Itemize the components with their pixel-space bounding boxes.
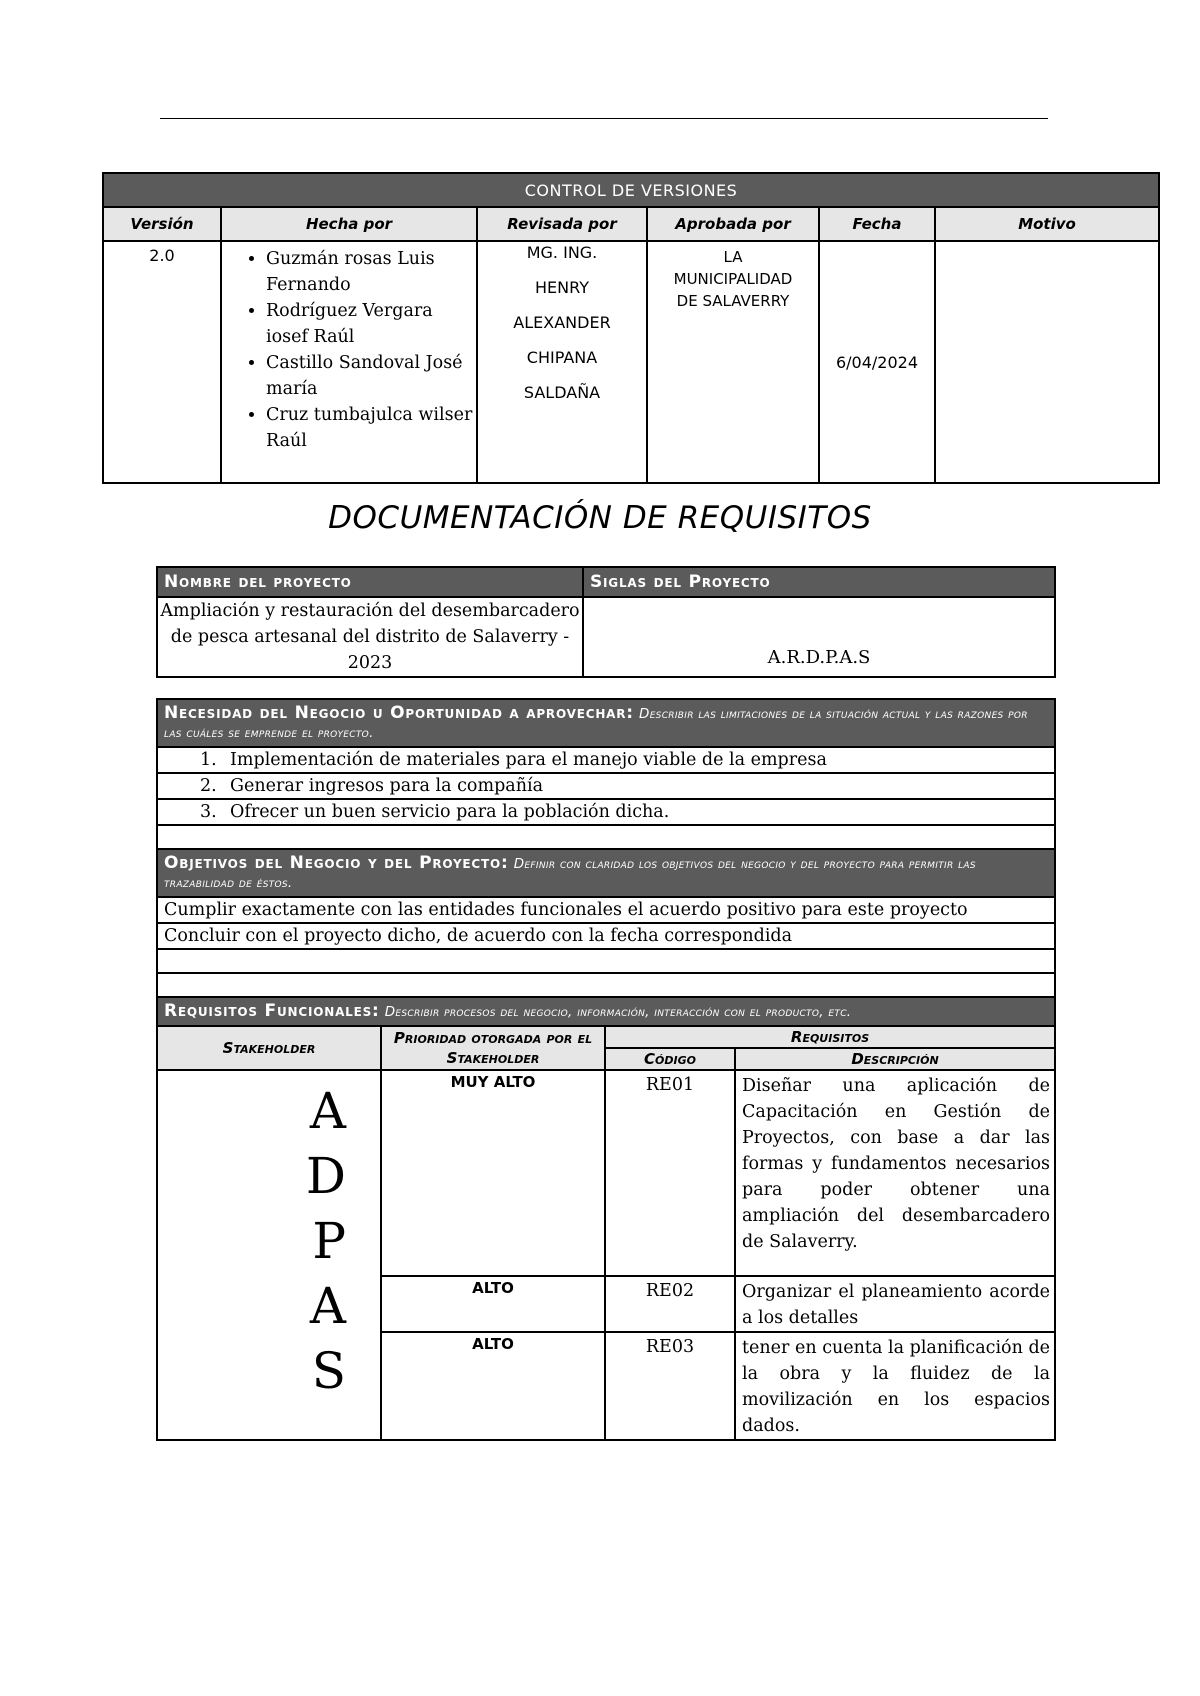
version-control-table [102, 172, 1160, 484]
project-acronym-header: Siglas del Proyecto [583, 567, 1055, 597]
functional-req-title: Requisitos Funcionales: [164, 1001, 380, 1021]
author-item: • Guzmán rosas Luis Fernando [266, 246, 476, 298]
need-item-text: Generar ingresos para la compañía [230, 776, 544, 796]
functional-req-header [157, 997, 1055, 1026]
requirement-code: RE03 [605, 1332, 735, 1440]
stakeholder-header: Stakeholder [157, 1026, 381, 1070]
functional-req-desc: Describir procesos del negocio, información, interacción con el producto, etc. [384, 1004, 852, 1020]
need-item-num: 3. [200, 802, 217, 822]
authors-cell [221, 241, 477, 483]
requirement-description: Diseñar una aplicación de Capacitación en Gestión de Proyectos, con base a dar las formas y fundamentos necesarios para poder obtener una ampliación del desembarcadero de Salaverry. [735, 1070, 1055, 1276]
header-aprobada-por: Aprobada por [647, 207, 819, 241]
reviewer-line: CHIPANA [526, 348, 598, 367]
stakeholder-letter: A [309, 1082, 346, 1140]
description-header: Descripción [735, 1048, 1055, 1070]
requirement-description: Organizar el planeamiento acorde a los detalles [735, 1276, 1055, 1332]
project-name-header: Nombre del proyecto [157, 567, 583, 597]
header-hecha-por: Hecha por [221, 207, 477, 241]
need-item-num: 2. [200, 776, 217, 796]
priority-value: ALTO [381, 1276, 605, 1332]
version-value: 2.0 [103, 241, 221, 483]
requirements-table [156, 698, 1056, 1441]
reviewer-cell [477, 241, 647, 483]
approver-cell [647, 241, 819, 483]
header-motivo: Motivo [935, 207, 1159, 241]
reviewer-line: MG. ING. [526, 243, 598, 262]
approver-line: LA [723, 248, 743, 266]
authors-list [222, 246, 476, 454]
date-value: 6/04/2024 [819, 241, 935, 483]
requirement-code: RE02 [605, 1276, 735, 1332]
stakeholder-letter: D [305, 1147, 346, 1205]
priority-header: Prioridad otorgada por el Stakeholder [381, 1026, 605, 1070]
project-name: Ampliación y restauración del desembarcadero de pesca artesanal del distrito de Salaverry - 2023 [157, 597, 583, 677]
stakeholder-cell [157, 1070, 381, 1440]
reviewer-line: SALDAÑA [523, 383, 601, 402]
header-rule [160, 118, 1048, 119]
need-item-text: Ofrecer un buen servicio para la población dicha. [230, 802, 670, 822]
stakeholder-letter: S [311, 1342, 346, 1400]
requirement-description: tener en cuenta la planificación de la obra y la fluidez de la movilización en los espacios dados. [735, 1332, 1055, 1440]
author-item: • Castillo Sandoval José maría [266, 350, 476, 402]
requirements-header: Requisitos [605, 1026, 1055, 1048]
document-title: DOCUMENTACIÓN DE REQUISITOS [328, 500, 872, 536]
reason-value [935, 241, 1159, 483]
empty-row [157, 973, 1055, 997]
reviewer-line: HENRY [535, 278, 589, 297]
project-acronym: A.R.D.P.A.S [583, 597, 1055, 677]
objectives-desc: Definir con claridad los objetivos del negocio y del proyecto para permitir las trazabilidad de éstos. [164, 856, 976, 891]
need-item [157, 773, 1055, 799]
objective-item: Concluir con el proyecto dicho, de acuerdo con la fecha correspondida [157, 923, 1055, 949]
project-table [156, 566, 1056, 678]
need-item-num: 1. [200, 750, 217, 770]
need-item [157, 799, 1055, 825]
stakeholder-letter: P [312, 1212, 346, 1270]
requirement-code: RE01 [605, 1070, 735, 1276]
objective-item: Cumplir exactamente con las entidades funcionales el acuerdo positivo para este proyecto [157, 897, 1055, 923]
business-need-header [157, 699, 1055, 747]
priority-value: ALTO [381, 1332, 605, 1440]
objectives-header [157, 849, 1055, 897]
need-item-text: Implementación de materiales para el manejo viable de la empresa [230, 750, 827, 770]
approver-line: DE SALAVERRY [676, 292, 790, 310]
header-version: Versión [103, 207, 221, 241]
business-need-title: Necesidad del Negocio u Oportunidad a aprovechar: [164, 703, 634, 723]
empty-row [157, 825, 1055, 849]
approver-line: MUNICIPALIDAD [673, 270, 793, 288]
author-item: • Rodríguez Vergara iosef Raúl [266, 298, 476, 350]
code-header: Código [605, 1048, 735, 1070]
empty-row [157, 949, 1055, 973]
need-item [157, 747, 1055, 773]
business-need-desc: Describir las limitaciones de la situación actual y las razones por las cuáles se emprende el proyecto. [164, 706, 1028, 741]
stakeholder-letter: A [309, 1277, 346, 1335]
objectives-title: Objetivos del Negocio y del Proyecto: [164, 853, 509, 873]
author-item: • Cruz tumbajulca wilser Raúl [266, 402, 476, 454]
header-fecha: Fecha [819, 207, 935, 241]
version-control-title: CONTROL DE VERSIONES [103, 173, 1159, 207]
header-revisada-por: Revisada por [477, 207, 647, 241]
priority-value: MUY ALTO [381, 1070, 605, 1276]
reviewer-line: ALEXANDER [513, 313, 611, 332]
